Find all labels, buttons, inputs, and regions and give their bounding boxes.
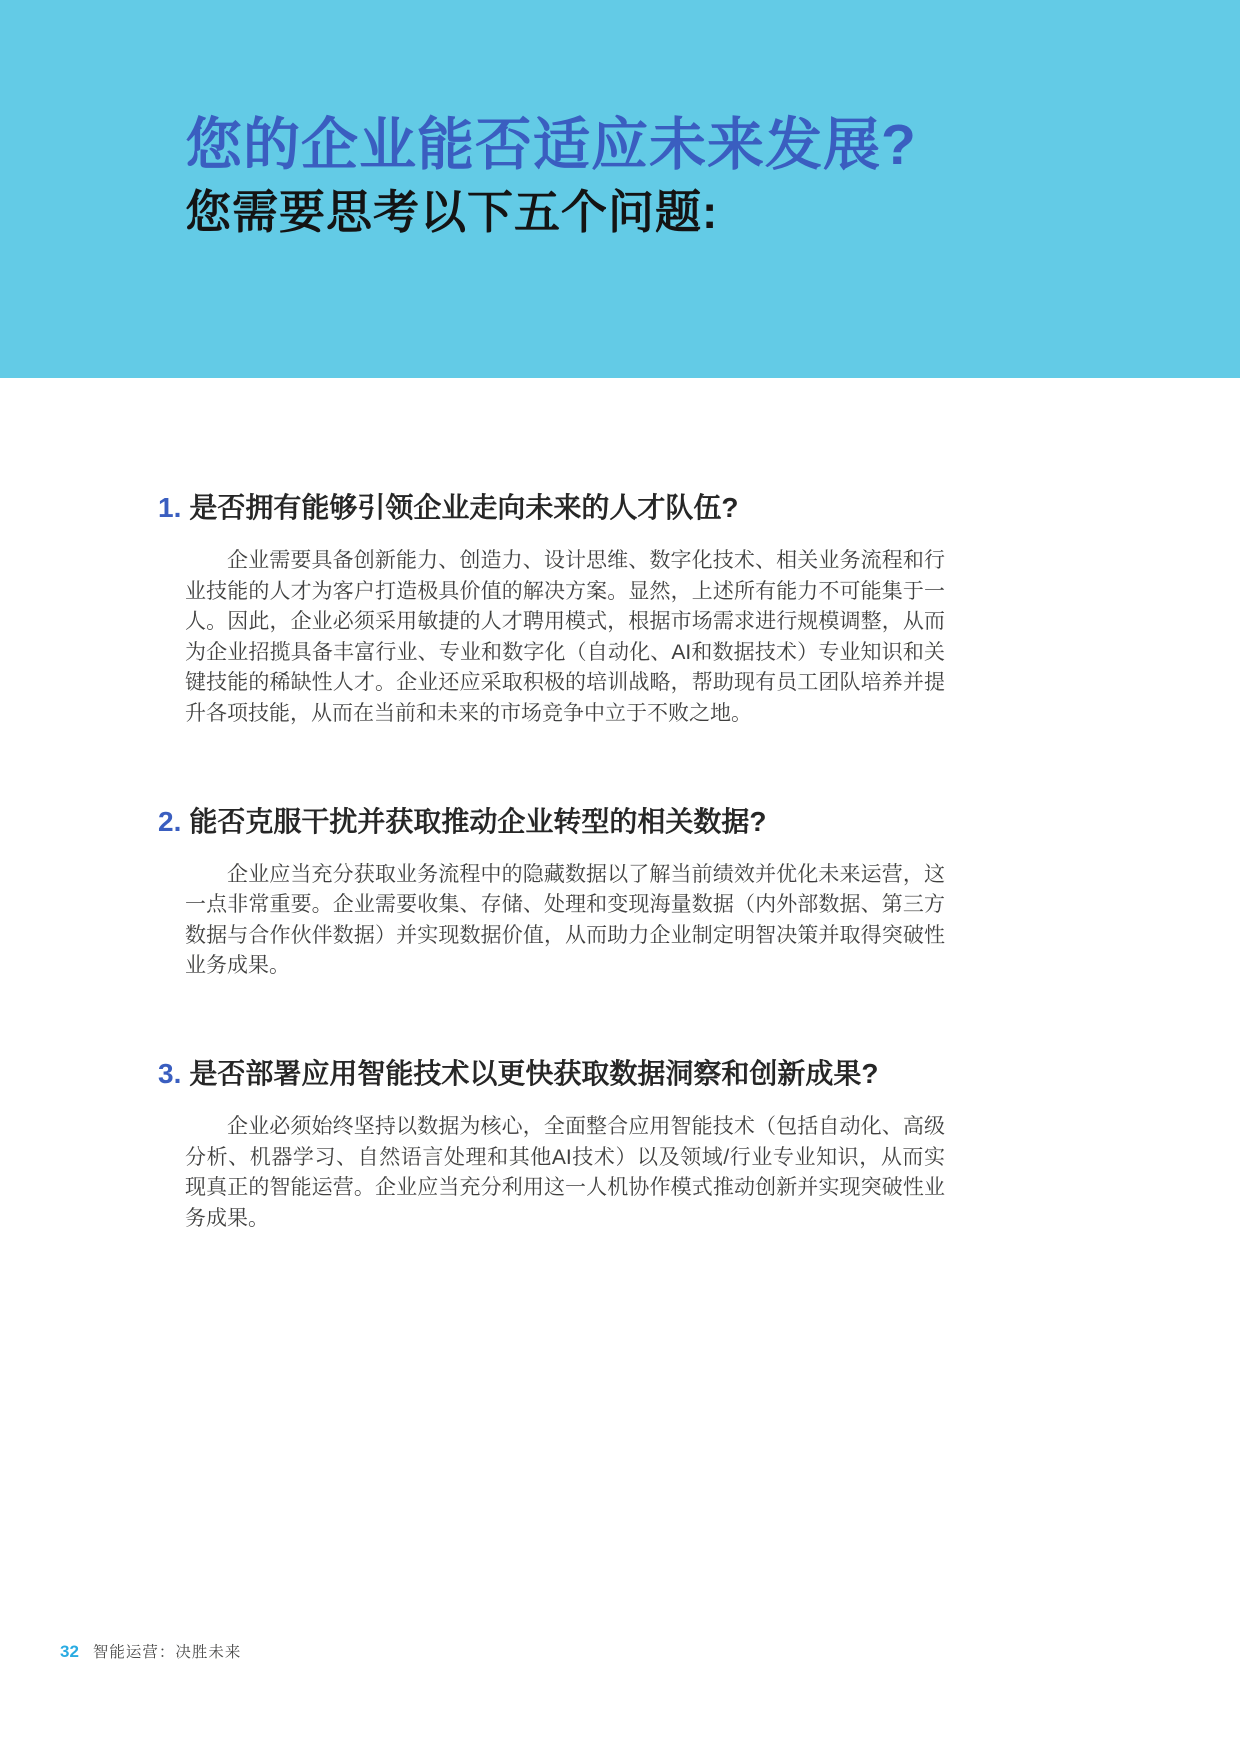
question-2-heading-row bbox=[158, 804, 945, 839]
question-3-heading-row bbox=[158, 1056, 945, 1091]
question-section-2 bbox=[158, 804, 945, 982]
question-2-body: 企业应当充分获取业务流程中的隐藏数据以了解当前绩效并优化未来运营，这一点非常重要。企业需要收集、存储、处理和变现海量数据（内外部数据、第三方数据与合作伙伴数据）并实现数据价值，从而助力企业制定明智决策并取得突破性业务成果。 bbox=[185, 862, 945, 978]
question-2-number: 2. bbox=[158, 805, 182, 837]
content-area bbox=[0, 378, 1240, 1234]
page-number: 32 bbox=[60, 1642, 79, 1661]
question-section-3 bbox=[158, 1056, 945, 1234]
question-3-heading: 是否部署应用智能技术以更快获取数据洞察和创新成果? bbox=[189, 1057, 879, 1089]
question-section-1 bbox=[158, 490, 945, 730]
question-3-body: 企业必须始终坚持以数据为核心，全面整合应用智能技术（包括自动化、高级分析、机器学习、自然语言处理和其他AI技术）以及领域/行业专业知识，从而实现真正的智能运营。企业应当充分利用这一人机协作模式推动创新并实现突破性业务成果。 bbox=[185, 1114, 945, 1230]
page-subtitle: 您需要思考以下五个问题: bbox=[185, 186, 719, 239]
page-footer bbox=[60, 1640, 241, 1662]
footer-doc-title: 智能运营：决胜未来 bbox=[92, 1644, 242, 1661]
question-1-heading: 是否拥有能够引领企业走向未来的人才队伍? bbox=[189, 492, 739, 523]
page-title: 您的企业能否适应未来发展? bbox=[185, 113, 917, 177]
question-1-body: 企业需要具备创新能力、创造力、设计思维、数字化技术、相关业务流程和行业技能的人才为客户打造极具价值的解决方案。显然，上述所有能力不可能集于一人。因此，企业必须采用敏捷的人才聘用模式，根据市场需求进行规模调整，从而为企业招揽具备丰富行业、专业和数字化（自动化、AI和数据技术）专业知识和关键技能的稀缺性人才。企业还应采取积极的培训战略，帮助现有员工团队培养并提升各项技能，从而在当前和未来的市场竞争中立于不败之地。 bbox=[185, 549, 945, 725]
question-1-heading-row bbox=[158, 490, 945, 525]
question-2-heading: 能否克服干扰并获取推动企业转型的相关数据? bbox=[189, 805, 767, 837]
question-1-number: 1. bbox=[158, 492, 182, 523]
header-band bbox=[0, 0, 1240, 378]
question-3-number: 3. bbox=[158, 1057, 182, 1089]
